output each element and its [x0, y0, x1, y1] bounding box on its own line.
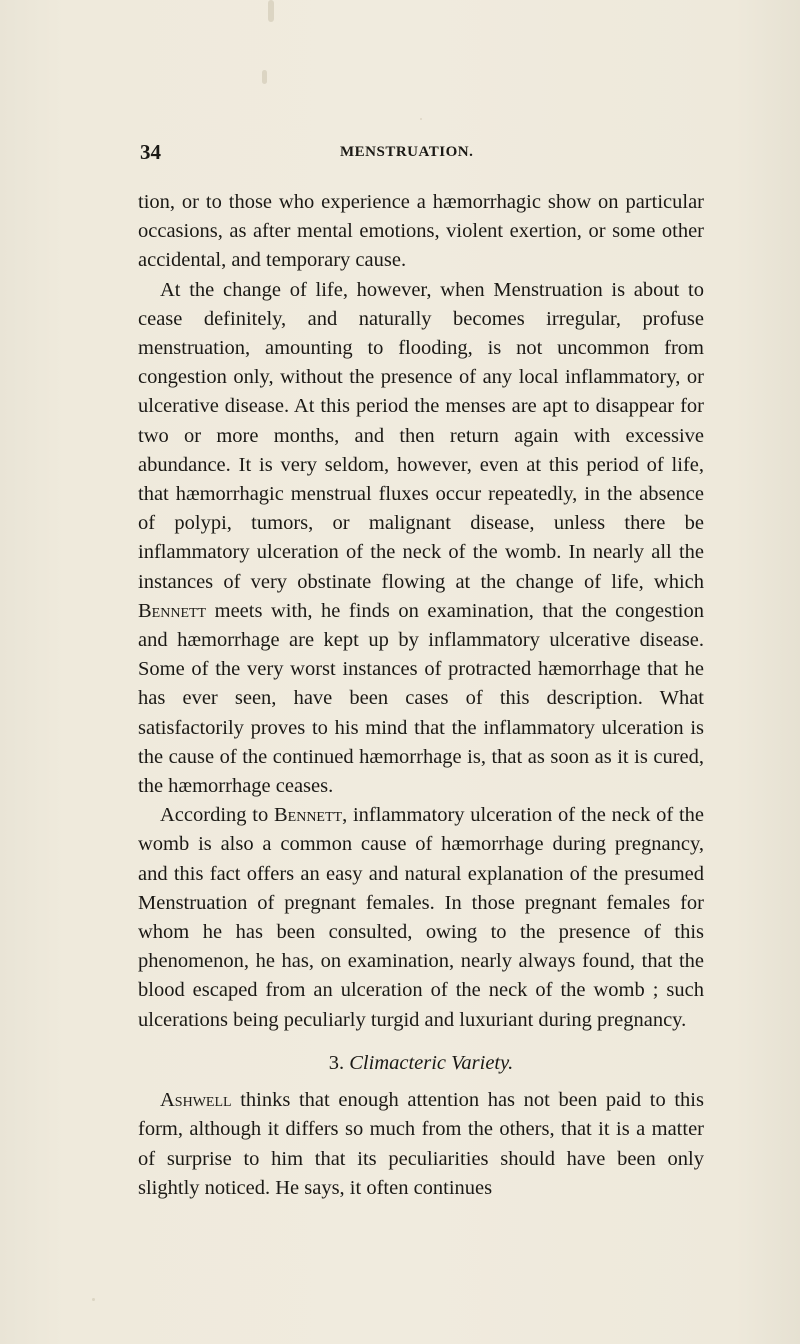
author-name-ashwell: Ashwell — [160, 1089, 232, 1112]
paragraph-text: According to — [160, 804, 274, 827]
paragraph-pregnancy — [138, 801, 704, 1035]
page-number: 34 — [140, 140, 161, 164]
paragraph-climacteric — [138, 1086, 704, 1203]
running-title: MENSTRUATION. — [340, 144, 474, 160]
paper-speck — [420, 118, 422, 120]
paper-speck — [92, 1298, 95, 1301]
author-name-bennett: Bennett — [138, 599, 207, 622]
paragraph-text: thinks that enough attention has not been paid to this form, although it differs so much from the others, that it is a matter of surprise to him that its peculiarities should have been only slightly noticed. He says, it often continues — [138, 1089, 704, 1199]
paragraph-text: , inflammatory ulceration of the neck of the womb is also a common cause of hæmorrhage during pregnancy, and this fact offers an easy and natural explanation of the presumed Menstruation of pregnant females. In those pregnant females for whom he has been consulted, owing to the presence of this phenomenon, he has, on examination, nearly always found, that the blood escaped from an ulceration of the neck of the womb ; such ulcerations being peculiarly turgid and luxuriant during pregnancy. — [138, 804, 704, 1031]
paper-speck — [268, 0, 274, 22]
section-title: Climacteric Variety. — [349, 1051, 514, 1074]
paragraph-change-of-life — [138, 276, 704, 802]
paragraph-text: meets with, he finds on examination, that the congestion and hæmorrhage are kept up by inflammatory ulcerative disease. Some of the very worst instances of protracted hæmorrhage that he has ever seen, have been cases of this description. What satisfactorily proves to his mind that the inflammatory ulceration is the cause of the continued hæmorrhage is, that as soon as it is cured, the hæmorrhage ceases. — [138, 599, 704, 798]
paragraph-continuation: tion, or to those who experience a hæmorrhagic show on particular occasions, as after mental emotions, violent exertion, or some other accidental, and temporary cause. — [138, 191, 704, 272]
paragraph-text: At the change of life, however, when Menstruation is about to cease definitely, and naturally becomes irregular, profuse menstruation, amounting to flooding, is not uncommon from congestion only, without the presence of any local inflammatory, or ulcerative disease. At this period the menses are apt to disappear for two or more months, and then return again with excessive abundance. It is very seldom, however, even at this period of life, that hæmorrhagic menstrual fluxes occur repeatedly, in the absence of polypi, tumors, or malignant disease, unless there be inflammatory ulceration of the neck of the womb. In nearly all the instances of very obstinate flowing at the change of life, which — [138, 278, 704, 593]
section-heading — [138, 1049, 704, 1078]
body-text — [138, 188, 704, 1203]
paper-speck — [262, 70, 267, 84]
page-header — [140, 140, 702, 170]
section-number: 3. — [328, 1051, 345, 1074]
author-name-bennett: Bennett — [273, 804, 343, 827]
